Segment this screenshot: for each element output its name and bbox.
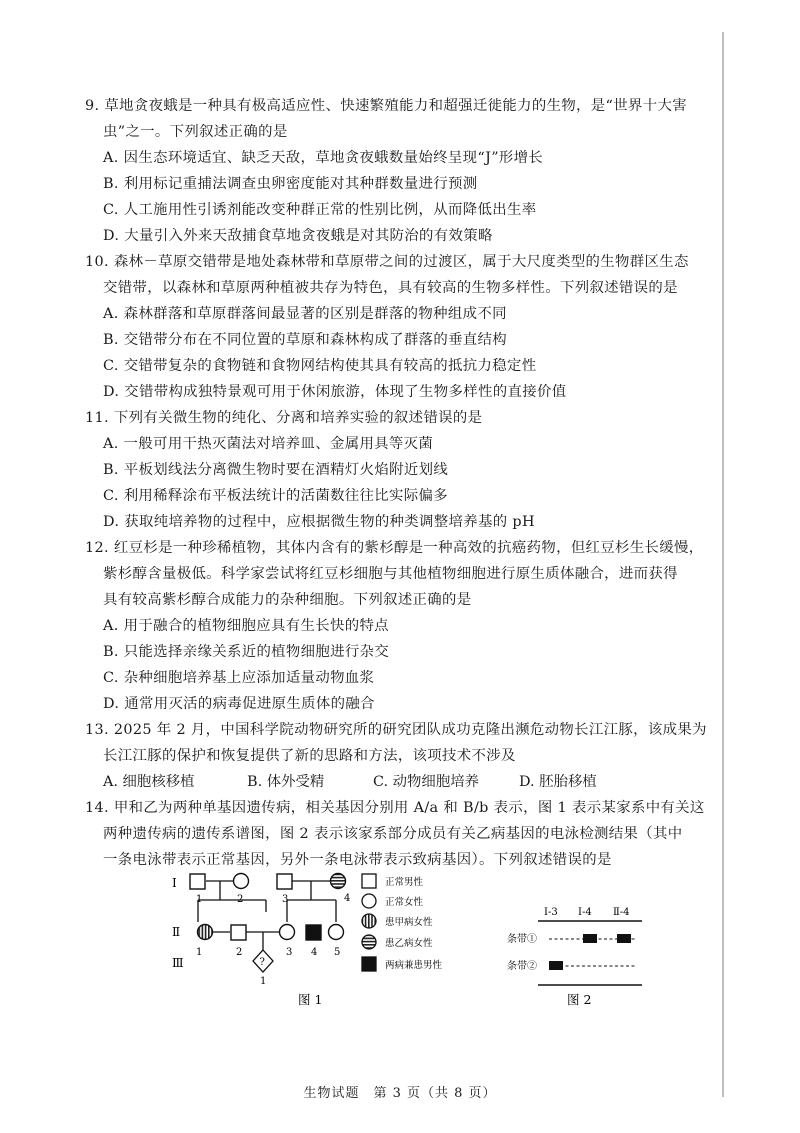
question-12-option-a: A. 用于融合的植物细胞应具有生长快的特点 xyxy=(103,618,389,634)
legend-disease-a-female-label: 患甲病女性 xyxy=(385,917,433,928)
question-10-option-b: B. 交错带分布在不同位置的草原和森林构成了群落的垂直结构 xyxy=(103,332,508,348)
figure-1-caption: 图 1 xyxy=(298,992,323,1007)
question-12-option-c: C. 杂种细胞培养基上应添加适量动物血浆 xyxy=(103,670,375,686)
question-11-option-a: A. 一般可用干热灭菌法对培养皿、金属用具等灭菌 xyxy=(103,436,434,452)
band-2-lane-1-mark xyxy=(549,961,563,970)
question-11-stem: 11. 下列有关微生物的纯化、分离和培养实验的叙述错误的是 xyxy=(85,410,483,426)
band-1-lane-3-mark xyxy=(617,934,631,943)
question-13-option-c: C. 动物细胞培养 xyxy=(373,774,479,790)
legend-both-diseases-male-label: 两病兼患男性 xyxy=(385,960,443,971)
legend-disease-b-female-label: 患乙病女性 xyxy=(385,938,433,949)
question-10-option-d: D. 交错带构成独特景观可用于休闲旅游，体现了生物多样性的直接价值 xyxy=(103,384,567,400)
question-10-stem: 10. 森林－草原交错带是地处森林带和草原带之间的过渡区，属于大尺度类型的生物群区生态 xyxy=(85,254,689,270)
question-9-option-a: A. 因生态环境适宜、缺乏天敌，草地贪夜蛾数量始终呈现“J”形增长 xyxy=(103,150,544,166)
gen1-number-4: 4 xyxy=(344,893,351,904)
gel-column-label-1: Ⅰ-3 xyxy=(544,907,558,918)
question-11-option-c: C. 利用稀释涂布平板法统计的活菌数往往比实际偏多 xyxy=(103,488,448,504)
generation-label-3: Ⅲ xyxy=(172,956,184,970)
gen2-number-5: 5 xyxy=(334,947,341,958)
gen1-number-3: 3 xyxy=(282,894,289,905)
band-1-lane-2-mark xyxy=(583,934,597,943)
gel-column-label-2: Ⅰ-4 xyxy=(578,907,592,918)
question-10-stem-cont: 交错带，以森林和草原两种植被共存为特色，具有较高的生物多样性。下列叙述错误的是 xyxy=(103,280,678,296)
question-11-option-b: B. 平板划线法分离微生物时要在酒精灯火焰附近划线 xyxy=(103,462,449,478)
gen3-number-1: 1 xyxy=(260,976,267,987)
legend-normal-female-label: 正常女性 xyxy=(385,897,424,908)
question-12-option-b: B. 只能选择亲缘关系近的植物细胞进行杂交 xyxy=(103,644,390,660)
question-13-option-b: B. 体外受精 xyxy=(247,774,325,790)
question-13-stem-cont: 长江江豚的保护和恢复提供了新的思路和方法，该项技术不涉及 xyxy=(103,748,516,764)
generation-label-2: Ⅱ xyxy=(172,925,181,939)
gel-column-label-3: Ⅱ-4 xyxy=(613,907,630,918)
question-13-stem: 13. 2025 年 2 月，中国科学院动物研究所的研究团队成功克隆出濒危动物长江江豚，该成果为 xyxy=(85,722,707,738)
question-14-stem-cont-1: 两种遗传病的遗传系谱图，图 2 表示该家系部分成员有关乙病基因的电泳检测结果（其中 xyxy=(103,826,683,842)
question-12-stem-cont-1: 紫杉醇含量极低。科学家尝试将红豆杉细胞与其他植物细胞进行原生质体融合，进而获得 xyxy=(103,566,678,582)
question-12-stem: 12. 红豆杉是一种珍稀植物，其体内含有的紫杉醇是一种高效的抗癌药物，但红豆杉生长缓慢， xyxy=(85,540,704,556)
question-9-option-b: B. 利用标记重捕法调查虫卵密度能对其种群数量进行预测 xyxy=(103,176,478,192)
question-13-option-a: A. 细胞核移植 xyxy=(103,774,195,790)
question-9-stem-cont: 虫”之一。下列叙述正确的是 xyxy=(103,124,288,140)
band-1-label: 条带① xyxy=(507,934,537,945)
legend-normal-male-label: 正常男性 xyxy=(385,877,424,888)
gen1-number-2: 2 xyxy=(237,894,244,905)
question-9-option-c: C. 人工施用性引诱剂能改变种群正常的性别比例，从而降低出生率 xyxy=(103,202,537,218)
question-10-option-a: A. 森林群落和草原群落间最显著的区别是群落的物种组成不同 xyxy=(103,306,507,322)
question-14-stem-cont-2: 一条电泳带表示正常基因，另外一条电泳带表示致病基因）。下列叙述错误的是 xyxy=(103,852,612,868)
question-11-option-d: D. 获取纯培养物的过程中，应根据微生物的种类调整培养基的 pH xyxy=(103,514,535,530)
question-14-stem: 14. 甲和乙为两种单基因遗传病，相关基因分别用 A/a 和 B/b 表示，图 1 表示某家系中有关这 xyxy=(85,800,705,816)
gen2-number-3: 3 xyxy=(286,947,293,958)
question-12-option-d: D. 通常用灭活的病毒促进原生质体的融合 xyxy=(103,696,375,712)
question-10-option-c: C. 交错带复杂的食物链和食物网结构使其具有较高的抵抗力稳定性 xyxy=(103,358,537,374)
question-13-option-d: D. 胚胎移植 xyxy=(519,774,597,790)
generation-label-1: Ⅰ xyxy=(172,876,177,890)
figure-2-caption: 图 2 xyxy=(567,992,592,1007)
gen2-number-2: 2 xyxy=(236,947,243,958)
band-2-label: 条带② xyxy=(507,961,537,972)
gen2-number-1: 1 xyxy=(196,947,203,958)
gen1-number-1: 1 xyxy=(196,894,203,905)
page-footer: 生物试题 第 3 页（共 8 页） xyxy=(303,1086,497,1101)
question-12-stem-cont-2: 具有较高紫杉醇合成能力的杂种细胞。下列叙述正确的是 xyxy=(103,592,472,608)
gen2-number-4: 4 xyxy=(311,947,318,958)
question-9-stem: 9. 草地贪夜蛾是一种具有极高适应性、快速繁殖能力和超强迁徙能力的生物，是“世界十大害 xyxy=(85,98,687,114)
question-9-option-d: D. 大量引入外来天敌捕食草地贪夜蛾是对其防治的有效策略 xyxy=(103,228,493,244)
gen3-unknown-mark: ? xyxy=(259,957,265,968)
